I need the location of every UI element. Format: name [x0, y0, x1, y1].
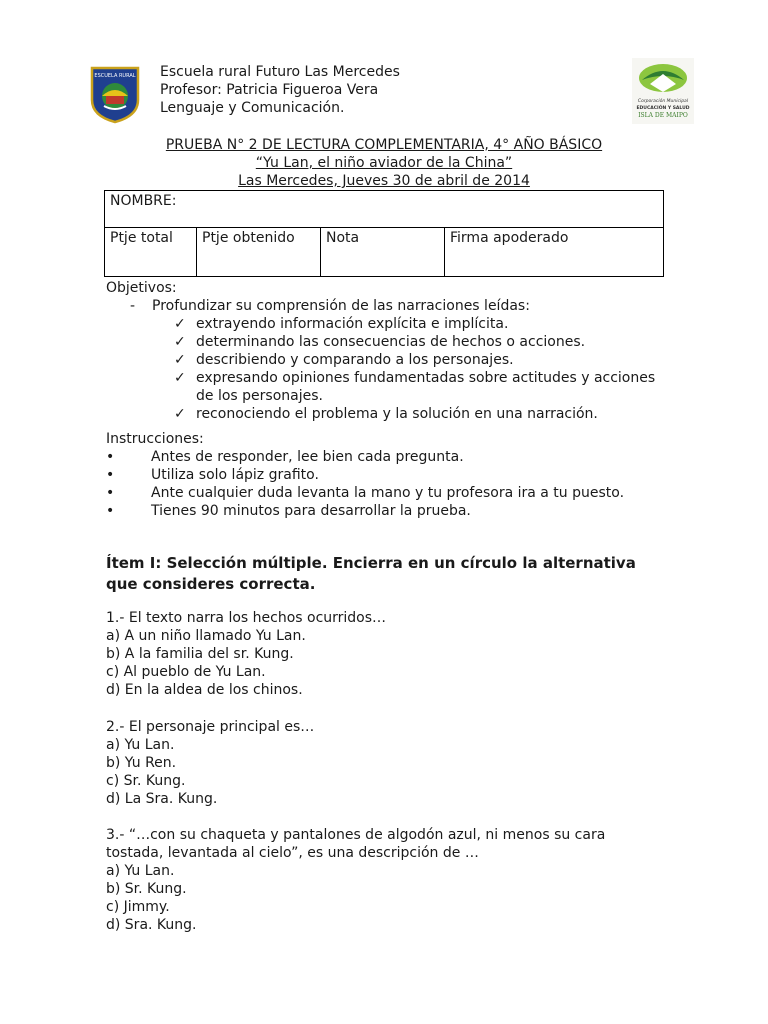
- bullet-icon: •: [106, 467, 115, 483]
- bullet-icon: •: [106, 449, 115, 465]
- municipal-corporation-logo: [632, 58, 694, 124]
- name-label: NOMBRE:: [110, 193, 177, 209]
- svg-text:ISLA DE MAIPO: ISLA DE MAIPO: [638, 112, 688, 119]
- question-prompt: 1.- El texto narra los hechos ocurridos…: [106, 610, 387, 626]
- answer-option[interactable]: d) La Sra. Kung.: [106, 791, 218, 807]
- obtained-score-field[interactable]: [197, 228, 321, 277]
- objective-list: [106, 315, 706, 423]
- answer-option[interactable]: a) Yu Lan.: [106, 737, 175, 753]
- objectives-section: [106, 279, 706, 423]
- question-prompt: 2.- El personaje principal es…: [106, 719, 315, 735]
- svg-text:ESCUELA RURAL: ESCUELA RURAL: [94, 73, 136, 79]
- school-crest-logo: [90, 66, 140, 124]
- grade-label: Nota: [326, 230, 360, 246]
- bullet-icon: •: [106, 503, 115, 519]
- total-score-label: Ptje total: [110, 230, 173, 246]
- checkmark-icon: ✓: [174, 370, 186, 386]
- objective-main-text: Profundizar su comprensión de las narraciones leídas:: [152, 298, 530, 314]
- item-heading: Ítem I: Selección múltiple. Encierra en un círculo la alternativa que consideres correcta.: [106, 554, 636, 593]
- guardian-signature-label: Firma apoderado: [450, 230, 569, 246]
- answer-option[interactable]: c) Jimmy.: [106, 899, 170, 915]
- student-info-table: [104, 190, 664, 277]
- exam-book-title: “Yu Lan, el niño aviador de la China”: [255, 155, 513, 171]
- answer-option[interactable]: b) Yu Ren.: [106, 755, 177, 771]
- answer-option[interactable]: c) Sr. Kung.: [106, 773, 186, 789]
- svg-text:EDUCACIÓN Y SALUD: EDUCACIÓN Y SALUD: [636, 106, 690, 111]
- answer-option[interactable]: a) Yu Lan.: [106, 863, 175, 879]
- question-3: [106, 826, 666, 934]
- instructions-list: [106, 448, 706, 520]
- subject-name: Lenguaje y Comunicación.: [160, 100, 345, 116]
- instruction-item: • Antes de responder, lee bien cada pregunta.: [106, 449, 464, 465]
- instructions-heading: Instrucciones:: [106, 431, 204, 447]
- guardian-signature-field[interactable]: [445, 228, 664, 277]
- objectives-heading: Objetivos:: [106, 280, 177, 296]
- instruction-item: • Ante cualquier duda levanta la mano y tu profesora ira a tu puesto.: [106, 485, 625, 501]
- objective-item: ✓ extrayendo información explícita e implícita.: [174, 316, 509, 332]
- exam-date: Las Mercedes, Jueves 30 de abril de 2014: [238, 173, 530, 189]
- exam-title: [106, 136, 662, 190]
- answer-option[interactable]: a) A un niño llamado Yu Lan.: [106, 628, 306, 644]
- teacher-name: Profesor: Patricia Figueroa Vera: [160, 82, 379, 98]
- checkmark-icon: ✓: [174, 316, 186, 332]
- objective-item: ✓ determinando las consecuencias de hechos o acciones.: [174, 334, 586, 350]
- answer-option[interactable]: c) Al pueblo de Yu Lan.: [106, 664, 266, 680]
- question-1: [106, 609, 666, 699]
- answer-option[interactable]: d) Sra. Kung.: [106, 917, 197, 933]
- question-2: [106, 718, 666, 808]
- checkmark-icon: ✓: [174, 334, 186, 350]
- total-score-field[interactable]: [105, 228, 197, 277]
- answer-option[interactable]: b) Sr. Kung.: [106, 881, 187, 897]
- bullet-icon: •: [106, 485, 115, 501]
- grade-field[interactable]: [321, 228, 445, 277]
- objective-item: ✓ expresando opiniones fundamentadas sobre actitudes y acciones de los personajes.: [174, 370, 656, 404]
- checkmark-icon: ✓: [174, 406, 186, 422]
- objective-item: ✓ reconociendo el problema y la solución en una narración.: [174, 406, 598, 422]
- obtained-score-label: Ptje obtenido: [202, 230, 295, 246]
- checkmark-icon: ✓: [174, 352, 186, 368]
- objective-main: - Profundizar su comprensión de las narraciones leídas:: [130, 298, 530, 314]
- svg-text:Corporación Municipal: Corporación Municipal: [637, 99, 689, 104]
- instruction-item: • Tienes 90 minutos para desarrollar la prueba.: [106, 503, 471, 519]
- instructions-section: [106, 430, 706, 520]
- answer-option[interactable]: b) A la familia del sr. Kung.: [106, 646, 294, 662]
- objective-item: ✓ describiendo y comparando a los personajes.: [174, 352, 514, 368]
- school-name: Escuela rural Futuro Las Mercedes: [160, 64, 400, 80]
- answer-option[interactable]: d) En la aldea de los chinos.: [106, 682, 303, 698]
- name-field[interactable]: [105, 191, 664, 228]
- school-info: [160, 63, 400, 117]
- question-prompt: 3.- “…con su chaqueta y pantalones de algodón azul, ni menos su cara tostada, levantada al cielo”, es una descripción de …: [106, 827, 606, 861]
- exam-title-line1: PRUEBA N° 2 DE LECTURA COMPLEMENTARIA, 4° AÑO BÁSICO: [165, 137, 603, 153]
- instruction-item: • Utiliza solo lápiz grafito.: [106, 467, 319, 483]
